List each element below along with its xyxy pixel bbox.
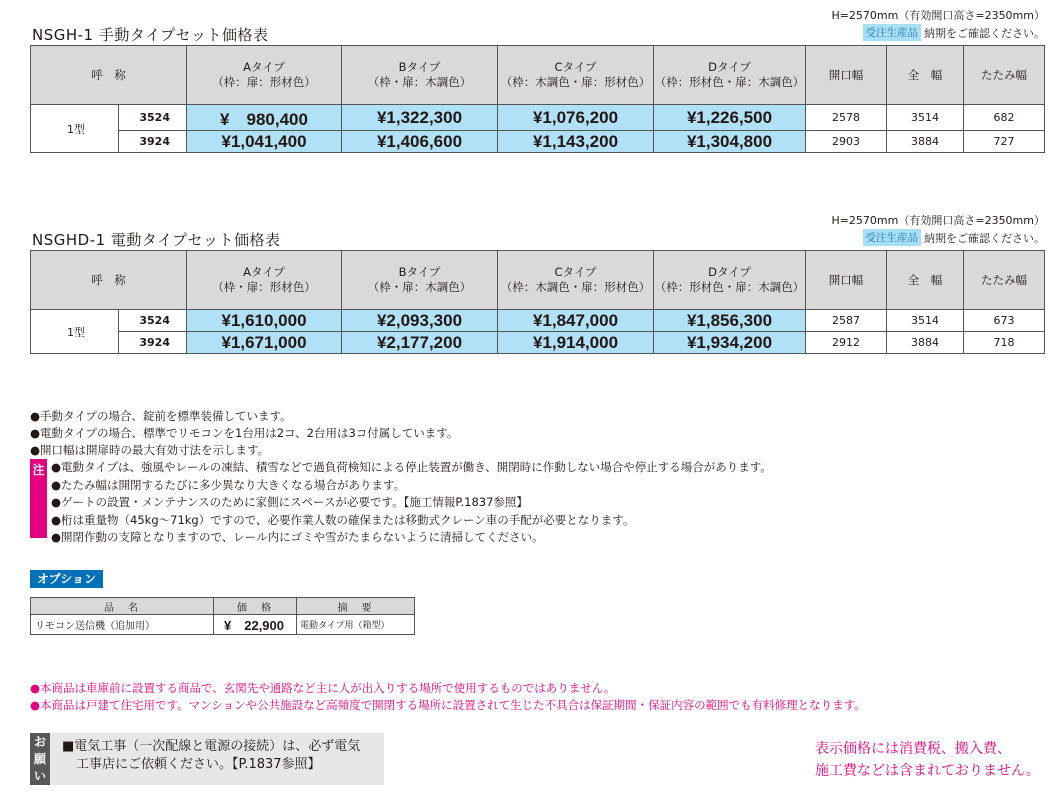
request-text bbox=[50, 733, 384, 785]
caution-line: ●桁は重量物（45kg〜71kg）ですので、必要作業人数の確保または移動式クレーン車の手配が必要となります。 bbox=[51, 512, 635, 527]
table-row bbox=[31, 332, 1045, 354]
total-cell: 3514 bbox=[887, 105, 964, 131]
table-row bbox=[31, 105, 1045, 131]
caution-line: ●たたみ幅は開閉するたびに多少異なり大きくなる場合があります。 bbox=[51, 477, 406, 492]
note-line: ●手動タイプの場合、錠前を標準装備しています。 bbox=[30, 409, 292, 423]
order-note bbox=[863, 229, 1046, 246]
price-b: ¥1,406,600 bbox=[342, 131, 498, 153]
order-note-text: 納期をご確認ください。 bbox=[924, 231, 1045, 245]
folded-cell: 727 bbox=[964, 131, 1045, 153]
table-row bbox=[31, 310, 1045, 332]
option-table bbox=[30, 597, 415, 635]
header-type-c: Cタイプ （枠：木調色・扉：形材色） bbox=[498, 251, 654, 310]
option-header-row bbox=[31, 598, 415, 615]
model-cell: 1型 bbox=[31, 105, 119, 153]
price-d: ¥1,856,300 bbox=[654, 310, 806, 332]
folded-cell: 673 bbox=[964, 310, 1045, 332]
header-opening: 開口幅 bbox=[806, 46, 887, 105]
tax-note-line: 施工費などは含まれておりません。 bbox=[815, 763, 1040, 779]
header-opening: 開口幅 bbox=[806, 251, 887, 310]
header-folded: たたみ幅 bbox=[964, 46, 1045, 105]
tax-note-line: 表示価格には消費税、搬入費、 bbox=[815, 741, 1011, 757]
header-total: 全 幅 bbox=[887, 46, 964, 105]
header-folded: たたみ幅 bbox=[964, 251, 1045, 310]
price-d: ¥1,226,500 bbox=[654, 105, 806, 131]
option-col-price: 価 格 bbox=[214, 598, 297, 615]
height-note: H=2570mm（有効開口高さ=2350mm） bbox=[831, 214, 1045, 227]
price-d: ¥1,934,200 bbox=[654, 332, 806, 354]
opening-cell: 2903 bbox=[806, 131, 887, 153]
manual-price-table bbox=[30, 45, 1045, 153]
opening-cell: 2587 bbox=[806, 310, 887, 332]
price-a: ¥1,671,000 bbox=[187, 332, 342, 354]
size-cell: 3924 bbox=[119, 332, 187, 354]
request-line: ■電気工事（一次配線と電源の接続）は、必ず電気 bbox=[62, 739, 361, 754]
pink-notes bbox=[30, 680, 866, 714]
pink-note-line: ●本商品は戸建て住宅用です。マンションや公共施設など高頻度で開閉する場所に設置されて生じた不具合は保証期間・保証内容の範囲でも有料修理となります。 bbox=[30, 698, 866, 712]
folded-cell: 682 bbox=[964, 105, 1045, 131]
price-a: ¥1,041,400 bbox=[187, 131, 342, 153]
table-header-row bbox=[31, 251, 1045, 310]
opening-cell: 2912 bbox=[806, 332, 887, 354]
pink-note-line: ●本商品は車庫前に設置する商品で、玄関先や通路など主に人が出入りする場所で使用するものではありません。 bbox=[30, 681, 616, 695]
electric-price-table bbox=[30, 250, 1045, 354]
price-c: ¥1,076,200 bbox=[498, 105, 654, 131]
height-note: H=2570mm（有効開口高さ=2350mm） bbox=[831, 9, 1045, 22]
size-cell: 3924 bbox=[119, 131, 187, 153]
price-d: ¥1,304,800 bbox=[654, 131, 806, 153]
made-to-order-badge: 受注生産品 bbox=[863, 24, 922, 41]
caution-line: ●開閉作動の支障となりますので、レール内にゴミや雪がたまらないように清掃してください。 bbox=[51, 530, 544, 544]
option-item-price: ¥ 22,900 bbox=[214, 615, 297, 635]
caution-notes bbox=[51, 459, 772, 547]
price-b: ¥1,322,300 bbox=[342, 105, 498, 131]
request-label: お 願 い bbox=[30, 733, 50, 785]
table-header-row bbox=[31, 46, 1045, 105]
order-note bbox=[863, 24, 1046, 41]
price-c: ¥1,847,000 bbox=[498, 310, 654, 332]
price-b: ¥2,177,200 bbox=[342, 332, 498, 354]
header-type-d: Dタイプ （枠：形材色・扉：木調色） bbox=[654, 46, 806, 105]
price-c: ¥1,914,000 bbox=[498, 332, 654, 354]
price-a: ¥ 980,400 bbox=[187, 105, 342, 131]
caution-line: ●電動タイプは、強風やレールの凍結、積雪などで過負荷検知による停止装置が働き、開閉時に作動しない場合や停止する場合があります。 bbox=[51, 460, 772, 474]
note-line: ●開口幅は開扉時の最大有効寸法を示します。 bbox=[30, 443, 270, 457]
request-line: 工事店にご依頼ください。【P.1837参照】 bbox=[76, 756, 321, 772]
header-type-d: Dタイプ （枠：形材色・扉：木調色） bbox=[654, 251, 806, 310]
price-c: ¥1,143,200 bbox=[498, 131, 654, 153]
header-type-a: Aタイプ （枠：扉：形材色） bbox=[187, 46, 342, 105]
header-type-c: Cタイプ （枠：木調色・扉：形材色） bbox=[498, 46, 654, 105]
option-col-note: 摘 要 bbox=[297, 598, 415, 615]
size-cell: 3524 bbox=[119, 310, 187, 332]
header-name: 呼 称 bbox=[31, 46, 187, 105]
option-col-name: 品 名 bbox=[31, 598, 214, 615]
price-a: ¥1,610,000 bbox=[187, 310, 342, 332]
caution-line: ●ゲートの設置・メンテナンスのために家側にスペースが必要です。【施工情報P.1837参照】 bbox=[51, 495, 528, 509]
size-cell: 3524 bbox=[119, 105, 187, 131]
header-type-b: Bタイプ （枠・扉：木調色） bbox=[342, 46, 498, 105]
opening-cell: 2578 bbox=[806, 105, 887, 131]
option-item-note: 電動タイプ用（箱型） bbox=[297, 615, 415, 635]
header-type-b: Bタイプ （枠・扉：木調色） bbox=[342, 251, 498, 310]
folded-cell: 718 bbox=[964, 332, 1045, 354]
price-b: ¥2,093,300 bbox=[342, 310, 498, 332]
general-notes bbox=[30, 408, 458, 459]
option-row bbox=[31, 615, 415, 635]
model-cell: 1型 bbox=[31, 310, 119, 354]
total-cell: 3884 bbox=[887, 131, 964, 153]
table-row bbox=[31, 131, 1045, 153]
tax-note bbox=[815, 738, 1040, 782]
header-name: 呼 称 bbox=[31, 251, 187, 310]
header-total: 全 幅 bbox=[887, 251, 964, 310]
order-note-text: 納期をご確認ください。 bbox=[924, 26, 1045, 40]
manual-table-title: NSGH-1 手動タイプセット価格表 bbox=[32, 26, 269, 44]
made-to-order-badge: 受注生産品 bbox=[863, 229, 922, 246]
electric-table-title: NSGHD-1 電動タイプセット価格表 bbox=[32, 231, 281, 249]
header-type-a: Aタイプ （枠・扉：形材色） bbox=[187, 251, 342, 310]
total-cell: 3884 bbox=[887, 332, 964, 354]
total-cell: 3514 bbox=[887, 310, 964, 332]
option-item-name: リモコン送信機（追加用） bbox=[31, 615, 214, 635]
note-line: ●電動タイプの場合、標準でリモコンを1台用は2コ、2台用は3コ付属しています。 bbox=[30, 426, 459, 440]
caution-label: 注 bbox=[30, 459, 47, 538]
option-label: オプション bbox=[30, 570, 103, 588]
